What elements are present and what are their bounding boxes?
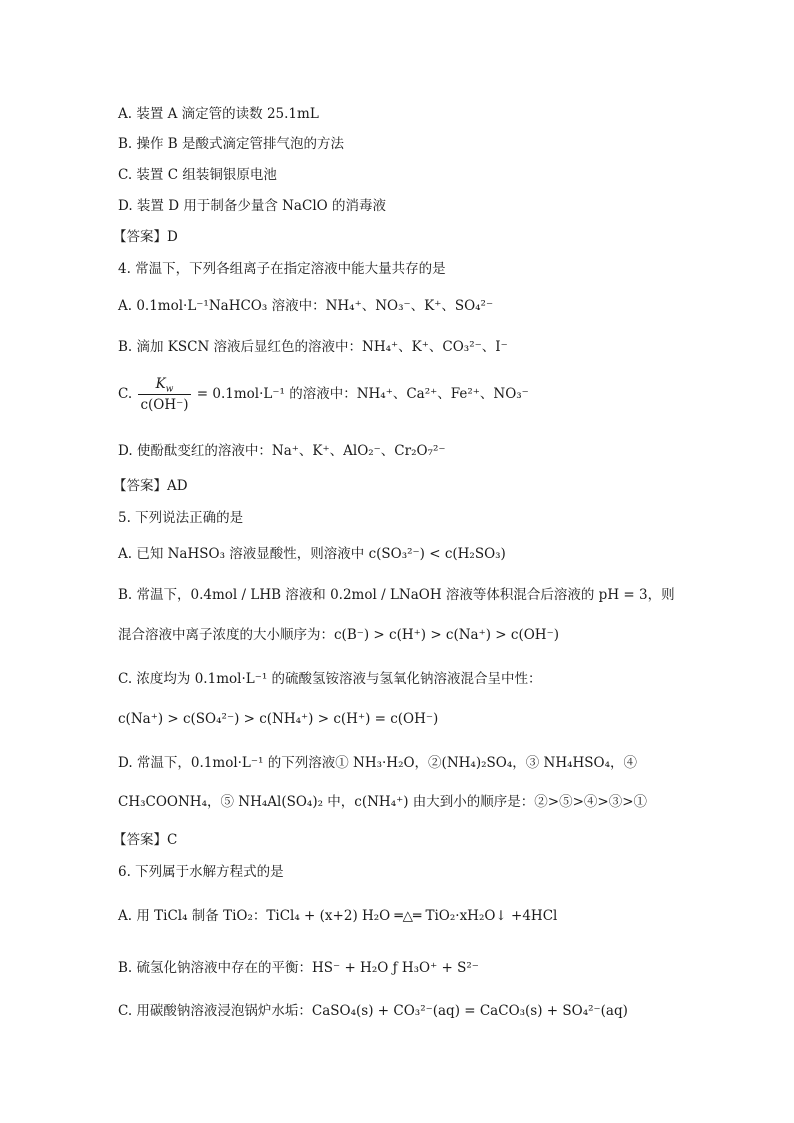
q3-option-b: B. 操作 B 是酸式滴定管排气泡的方法 (118, 136, 345, 152)
q5-stem: 5. 下列说法正确的是 (118, 510, 244, 526)
q4-option-b: B. 滴加 KSCN 溶液后显红色的溶液中：NH₄⁺、K⁺、CO₃²⁻、I⁻ (118, 339, 508, 355)
kw-numerator: K (155, 376, 166, 392)
q6-option-c: C. 用碳酸钠溶液浸泡锅炉水垢：CaSO₄(s) + CO₃²⁻(aq) = CaCO₃(s) + SO₄²⁻(aq) (118, 1003, 628, 1019)
q4-option-c-text: = 0.1mol·L⁻¹ 的溶液中：NH₄⁺、Ca²⁺、Fe²⁺、NO₃⁻ (196, 386, 529, 402)
q5-option-d-line1: D. 常温下，0.1mol·L⁻¹ 的下列溶液① NH₃·H₂O，②(NH₄)₂SO₄，③ NH₄HSO₄，④ (118, 755, 638, 771)
q5-option-c-line1: C. 浓度均为 0.1mol·L⁻¹ 的硫酸氢铵溶液与氢氧化钠溶液混合呈中性： (118, 671, 542, 687)
q4-option-c (118, 374, 529, 415)
q6-option-b: B. 硫氢化钠溶液中存在的平衡：HS⁻ + H₂O ƒ H₃O⁺ + S²⁻ (118, 960, 479, 976)
q4-option-d: D. 使酚酞变红的溶液中：Na⁺、K⁺、AlO₂⁻、Cr₂O₇²⁻ (118, 443, 446, 459)
q3-option-c: C. 装置 C 组装铜银原电池 (118, 167, 277, 183)
q6-option-a: A. 用 TiCl₄ 制备 TiO₂：TiCl₄ + (x+2) H₂O ═△═ TiO₂·xH₂O↓ +4HCl (118, 908, 558, 924)
q5-option-d-line2: CH₃COONH₄，⑤ NH₄Al(SO₄)₂ 中，c(NH₄⁺) 由大到小的顺序是：②>⑤>④>③>① (118, 794, 648, 810)
q4-stem: 4. 常温下，下列各组离子在指定溶液中能大量共存的是 (118, 261, 446, 277)
q5-option-b-line2: 混合溶液中离子浓度的大小顺序为：c(B⁻) > c(H⁺) > c(Na⁺) > c(OH⁻) (118, 627, 559, 643)
q4-option-c-label: C. (118, 386, 133, 402)
q3-answer: 【答案】D (113, 229, 178, 245)
kw-fraction (138, 374, 190, 415)
q3-option-a: A. 装置 A 滴定管的读数 25.1mL (118, 106, 319, 122)
q5-answer: 【答案】C (113, 832, 178, 848)
q5-option-b-line1: B. 常温下，0.4mol / LHB 溶液和 0.2mol / LNaOH 溶液等体积混合后溶液的 pH = 3，则 (118, 587, 675, 603)
kw-numerator-sub: w (165, 384, 174, 395)
q4-option-a: A. 0.1mol·L⁻¹NaHCO₃ 溶液中：NH₄⁺、NO₃⁻、K⁺、SO₄²⁻ (118, 298, 494, 314)
q4-answer: 【答案】AD (113, 478, 188, 494)
q3-option-d: D. 装置 D 用于制备少量含 NaClO 的消毒液 (118, 198, 386, 214)
kw-denominator: c(OH⁻) (140, 397, 189, 413)
q5-option-a: A. 已知 NaHSO₃ 溶液显酸性，则溶液中 c(SO₃²⁻) < c(H₂SO₃) (118, 546, 506, 562)
q5-option-c-line2: c(Na⁺) > c(SO₄²⁻) > c(NH₄⁺) > c(H⁺) = c(OH⁻) (118, 711, 439, 727)
q6-stem: 6. 下列属于水解方程式的是 (118, 864, 284, 880)
